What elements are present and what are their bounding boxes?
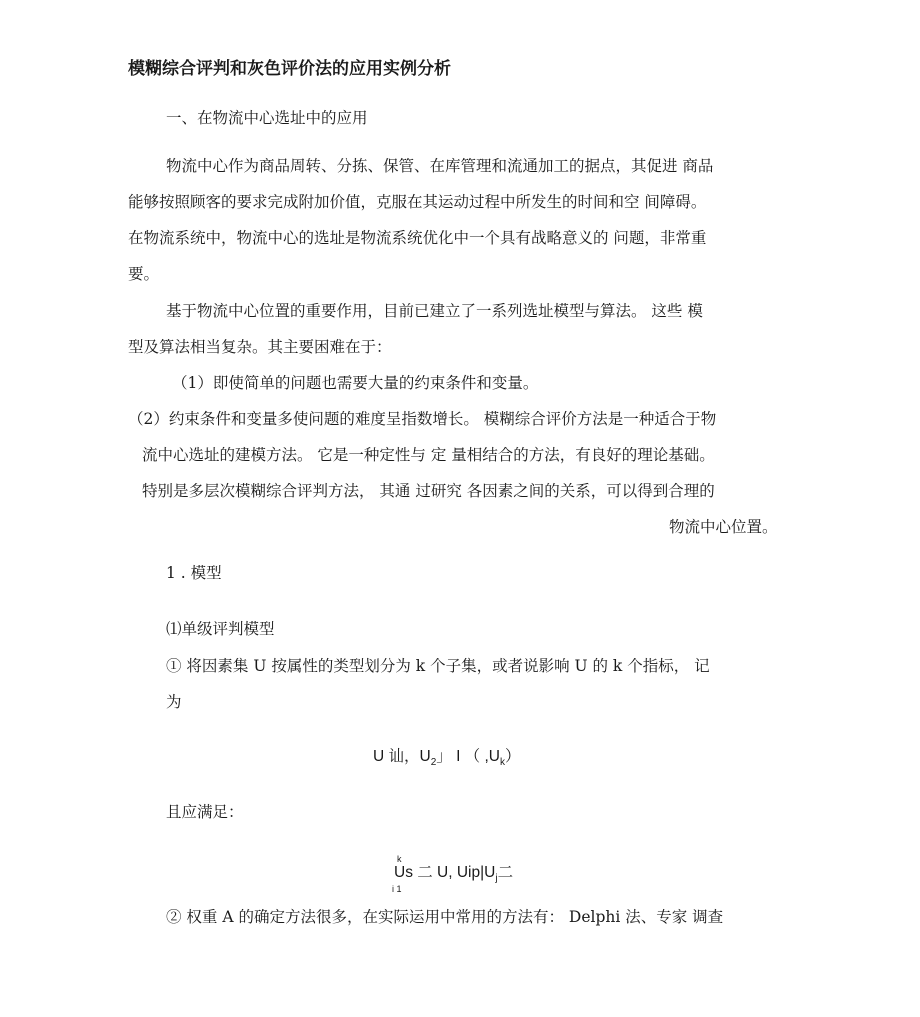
- step-1-line-1: ① 将因素集 U 按属性的类型划分为 k 个子集，或者说影响 U 的 k 个指标， 记: [166, 657, 710, 675]
- step-2-line-1: ② 权重 A 的确定方法很多，在实际运用中常用的方法有： Delphi 法、专家 调查: [166, 908, 724, 926]
- model-heading: 1 . 模型: [166, 564, 222, 582]
- list-item-2-line-3: 特别是多层次模糊综合评判方法， 其通 过研究 各因素之间的关系，可以得到合理的: [142, 482, 715, 500]
- formula-2-subscript-j: j: [495, 873, 498, 884]
- list-item-2-line-4: 物流中心位置。: [669, 518, 778, 536]
- formula-2-superscript-k: k: [397, 854, 402, 864]
- single-level-heading: ⑴单级评判模型: [166, 620, 275, 638]
- paragraph-2-line-1: 基于物流中心位置的重要作用，目前已建立了一系列选址模型与算法。 这些 模: [166, 302, 703, 320]
- formula-2-tail: 二: [497, 864, 514, 881]
- list-item-1: （1）即使简单的问题也需要大量的约束条件和变量。: [172, 374, 539, 392]
- formula-2-main: Us 二 U, Uip|U: [394, 864, 496, 881]
- document-title: 模糊综合评判和灰色评价法的应用实例分析: [128, 59, 451, 79]
- section-heading: 一、在物流中心选址中的应用: [166, 109, 368, 127]
- formula-union: [394, 864, 514, 884]
- paragraph-1-line-3: 在物流系统中，物流中心的选址是物流系统优化中一个具有战略意义的 问题，非常重: [128, 229, 707, 247]
- paragraph-1-line-1: 物流中心作为商品周转、分拣、保管、在库管理和流通加工的据点，其促进 商品: [166, 157, 714, 175]
- satisfy-label: 且应满足：: [166, 803, 244, 821]
- formula-factor-set: [373, 748, 521, 768]
- formula-1-subscript-2: 2: [430, 757, 437, 768]
- formula-1-part-a: U 讪，U: [373, 748, 431, 765]
- paragraph-1-line-4: 要。: [128, 265, 160, 283]
- formula-2-lower-limit: i 1: [392, 884, 402, 894]
- formula-1-part-c: ）: [505, 748, 521, 765]
- step-1-line-2: 为: [166, 693, 182, 711]
- paragraph-1-line-2: 能够按照顾客的要求完成附加价值，克服在其运动过程中所发生的时间和空 间障碍。: [128, 193, 707, 211]
- formula-1-part-b: 」 I （ ,U: [436, 748, 500, 765]
- formula-1-subscript-k: k: [500, 757, 505, 768]
- paragraph-2-line-2: 型及算法相当复杂。其主要困难在于：: [128, 338, 392, 356]
- list-item-2-line-1: （2）约束条件和变量多使问题的难度呈指数增长。 模糊综合评价方法是一种适合于物: [128, 410, 717, 428]
- list-item-2-line-2: 流中心选址的建模方法。 它是一种定性与 定 量相结合的方法，有良好的理论基础。: [142, 446, 715, 464]
